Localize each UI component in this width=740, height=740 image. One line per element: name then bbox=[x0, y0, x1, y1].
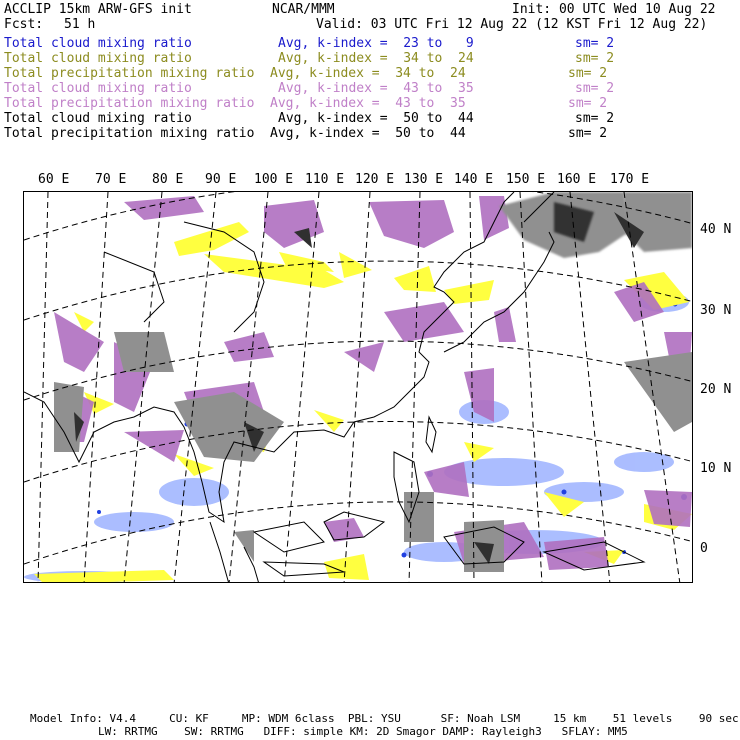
lon-label: 160 E bbox=[557, 172, 597, 187]
model-info-line2: LW: RRTMG SW: RRTMG DIFF: simple KM: 2D Smagor DAMP: Rayleigh3 SFLAY: MM5 bbox=[98, 725, 628, 738]
lon-label: 120 E bbox=[355, 172, 395, 187]
legend-avg: Avg, k-index = 43 to 35 bbox=[270, 96, 466, 111]
legend-avg: Avg, k-index = 23 to 9 bbox=[278, 36, 474, 51]
legend-field: Total cloud mixing ratio bbox=[4, 36, 192, 51]
lon-label: 110 E bbox=[305, 172, 345, 187]
model-title: ACCLIP 15km ARW-GFS init bbox=[4, 2, 192, 17]
legend-field: Total cloud mixing ratio bbox=[4, 51, 192, 66]
lon-label: 150 E bbox=[506, 172, 546, 187]
legend-sm: sm= 2 bbox=[575, 51, 615, 66]
legend-sm: sm= 2 bbox=[568, 126, 608, 141]
legend-sm: sm= 2 bbox=[575, 111, 615, 126]
legend-sm: sm= 2 bbox=[575, 81, 615, 96]
lon-label: 130 E bbox=[404, 172, 444, 187]
legend-avg: Avg, k-index = 43 to 35 bbox=[278, 81, 474, 96]
fcst-value: 51 h bbox=[64, 17, 96, 32]
legend-field: Total precipitation mixing ratio bbox=[4, 66, 255, 81]
legend-sm: sm= 2 bbox=[568, 66, 608, 81]
map-panel bbox=[23, 191, 693, 583]
lat-label: 30 N bbox=[700, 303, 732, 318]
lat-label: 0 bbox=[700, 541, 708, 556]
lon-label: 140 E bbox=[454, 172, 494, 187]
legend-sm: sm= 2 bbox=[568, 96, 608, 111]
legend-avg: Avg, k-index = 34 to 24 bbox=[278, 51, 474, 66]
map-svg bbox=[24, 192, 693, 583]
lon-label: 70 E bbox=[95, 172, 127, 187]
lon-label: 60 E bbox=[38, 172, 70, 187]
legend-field: Total precipitation mixing ratio bbox=[4, 126, 255, 141]
lon-label: 80 E bbox=[152, 172, 184, 187]
legend-field: Total cloud mixing ratio bbox=[4, 81, 192, 96]
lat-label: 10 N bbox=[700, 461, 732, 476]
model-info-line1: Model Info: V4.4 CU: KF MP: WDM 6class PBL: YSU SF: Noah LSM 15 km 51 levels 90 sec bbox=[30, 712, 739, 725]
legend-field: Total cloud mixing ratio bbox=[4, 111, 192, 126]
fcst-label: Fcst: bbox=[4, 17, 44, 32]
legend-sm: sm= 2 bbox=[575, 36, 615, 51]
org-label: NCAR/MMM bbox=[272, 2, 335, 17]
legend-avg: Avg, k-index = 50 to 44 bbox=[278, 111, 474, 126]
init-time: Init: 00 UTC Wed 10 Aug 22 bbox=[512, 2, 716, 17]
lon-label: 170 E bbox=[610, 172, 650, 187]
lat-label: 40 N bbox=[700, 222, 732, 237]
lon-label: 90 E bbox=[205, 172, 237, 187]
valid-time: Valid: 03 UTC Fri 12 Aug 22 (12 KST Fri 12 Aug 22) bbox=[316, 17, 708, 32]
legend-avg: Avg, k-index = 34 to 24 bbox=[270, 66, 466, 81]
legend-field: Total precipitation mixing ratio bbox=[4, 96, 255, 111]
legend-avg: Avg, k-index = 50 to 44 bbox=[270, 126, 466, 141]
lat-label: 20 N bbox=[700, 382, 732, 397]
lon-label: 100 E bbox=[254, 172, 294, 187]
